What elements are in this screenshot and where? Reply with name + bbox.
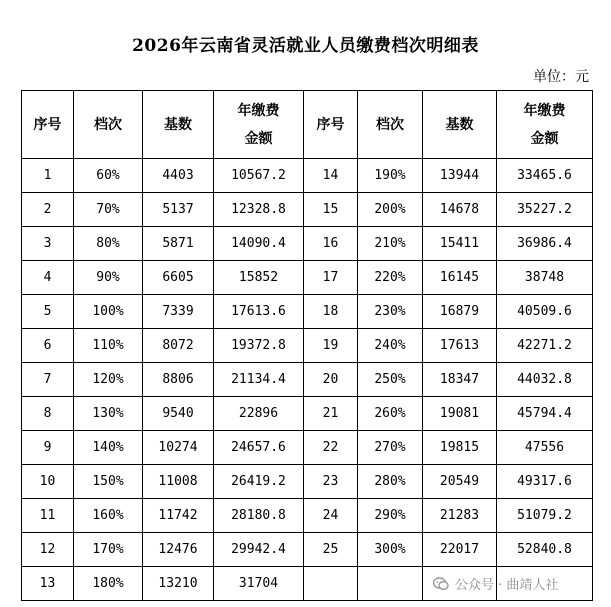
left-annual-amount-cell: 10567.2 xyxy=(214,159,304,193)
left-seq-cell: 12 xyxy=(22,533,74,567)
left-seq-cell: 4 xyxy=(22,261,74,295)
right-base-cell: 19081 xyxy=(423,397,497,431)
right-annual-amount-cell: 42271.2 xyxy=(497,329,593,363)
right-annual-amount-cell: 51079.2 xyxy=(497,499,593,533)
right-seq-cell: 14 xyxy=(304,159,358,193)
left-level-cell: 180% xyxy=(74,567,143,601)
left-annual-amount-cell: 29942.4 xyxy=(214,533,304,567)
right-seq-cell: 25 xyxy=(304,533,358,567)
left-base-cell: 4403 xyxy=(143,159,214,193)
right-base-cell: 19815 xyxy=(423,431,497,465)
right-seq-cell: 21 xyxy=(304,397,358,431)
left-level-cell: 70% xyxy=(74,193,143,227)
right-seq-cell: 18 xyxy=(304,295,358,329)
right-level-cell: 270% xyxy=(358,431,423,465)
table-row xyxy=(22,397,593,431)
watermark xyxy=(433,574,558,593)
table-row xyxy=(22,295,593,329)
left-base-cell: 9540 xyxy=(143,397,214,431)
left-seq-cell: 5 xyxy=(22,295,74,329)
right-seq-cell: 17 xyxy=(304,261,358,295)
left-base-cell: 8806 xyxy=(143,363,214,397)
left-base-cell: 7339 xyxy=(143,295,214,329)
left-annual-amount-cell: 19372.8 xyxy=(214,329,304,363)
left-annual-amount-cell: 26419.2 xyxy=(214,465,304,499)
right-level-cell: 280% xyxy=(358,465,423,499)
header-annual-line2: 金额 xyxy=(530,130,559,147)
table-row xyxy=(22,431,593,465)
left-base-cell: 11008 xyxy=(143,465,214,499)
right-level-cell: 250% xyxy=(358,363,423,397)
header-seq: 序号 xyxy=(22,91,74,159)
left-base-cell: 5137 xyxy=(143,193,214,227)
right-level-cell: 210% xyxy=(358,227,423,261)
right-seq-cell: 16 xyxy=(304,227,358,261)
right-level-cell: 200% xyxy=(358,193,423,227)
left-seq-cell: 1 xyxy=(22,159,74,193)
left-seq-cell: 8 xyxy=(22,397,74,431)
right-annual-amount-cell: 44032.8 xyxy=(497,363,593,397)
table-row xyxy=(22,499,593,533)
left-seq-cell: 3 xyxy=(22,227,74,261)
left-annual-amount-cell: 31704 xyxy=(214,567,304,601)
wechat-official-account-icon xyxy=(433,577,449,591)
table-row xyxy=(22,329,593,363)
right-base-cell: 18347 xyxy=(423,363,497,397)
table-row xyxy=(22,193,593,227)
left-seq-cell: 11 xyxy=(22,499,74,533)
right-base-cell: 21283 xyxy=(423,499,497,533)
header-level: 档次 xyxy=(74,91,143,159)
right-annual-amount-cell: 35227.2 xyxy=(497,193,593,227)
right-seq-cell: 24 xyxy=(304,499,358,533)
table-row xyxy=(22,227,593,261)
right-seq-cell: 23 xyxy=(304,465,358,499)
right-annual-amount-cell: 38748 xyxy=(497,261,593,295)
table-row xyxy=(22,159,593,193)
left-level-cell: 170% xyxy=(74,533,143,567)
left-level-cell: 100% xyxy=(74,295,143,329)
left-annual-amount-cell: 21134.4 xyxy=(214,363,304,397)
right-base-cell: 22017 xyxy=(423,533,497,567)
right-level-cell xyxy=(358,567,423,601)
right-annual-amount-cell: 36986.4 xyxy=(497,227,593,261)
right-base-cell: 15411 xyxy=(423,227,497,261)
right-base-cell: 20549 xyxy=(423,465,497,499)
right-base-cell: 16879 xyxy=(423,295,497,329)
unit-label: 单位：元 xyxy=(533,69,589,85)
left-level-cell: 160% xyxy=(74,499,143,533)
left-level-cell: 80% xyxy=(74,227,143,261)
left-annual-amount-cell: 28180.8 xyxy=(214,499,304,533)
left-base-cell: 8072 xyxy=(143,329,214,363)
table-header-row xyxy=(22,91,593,159)
right-level-cell: 260% xyxy=(358,397,423,431)
right-annual-amount-cell: 45794.4 xyxy=(497,397,593,431)
header-annual-amount xyxy=(214,91,304,159)
right-level-cell: 240% xyxy=(358,329,423,363)
header-annual-amount xyxy=(497,91,593,159)
right-annual-amount-cell: 40509.6 xyxy=(497,295,593,329)
right-base-cell: 13944 xyxy=(423,159,497,193)
right-base-cell: 17613 xyxy=(423,329,497,363)
left-annual-amount-cell: 14090.4 xyxy=(214,227,304,261)
right-annual-amount-cell: 52840.8 xyxy=(497,533,593,567)
left-base-cell: 13210 xyxy=(143,567,214,601)
right-seq-cell xyxy=(304,567,358,601)
left-base-cell: 6605 xyxy=(143,261,214,295)
page-title: 2026年云南省灵活就业人员缴费档次明细表 xyxy=(132,36,479,56)
right-annual-amount-cell: 33465.6 xyxy=(497,159,593,193)
watermark-text: 公众号 · 曲靖人社 xyxy=(455,578,559,593)
header-base: 基数 xyxy=(423,91,497,159)
header-base: 基数 xyxy=(143,91,214,159)
right-level-cell: 300% xyxy=(358,533,423,567)
right-level-cell: 220% xyxy=(358,261,423,295)
left-level-cell: 140% xyxy=(74,431,143,465)
left-annual-amount-cell: 17613.6 xyxy=(214,295,304,329)
left-level-cell: 90% xyxy=(74,261,143,295)
right-level-cell: 230% xyxy=(358,295,423,329)
table-row xyxy=(22,363,593,397)
right-seq-cell: 20 xyxy=(304,363,358,397)
right-base-cell: 16145 xyxy=(423,261,497,295)
right-level-cell: 190% xyxy=(358,159,423,193)
left-seq-cell: 13 xyxy=(22,567,74,601)
left-seq-cell: 9 xyxy=(22,431,74,465)
header-annual-line2: 金额 xyxy=(244,130,273,147)
payment-level-table xyxy=(21,90,593,601)
table-row xyxy=(22,465,593,499)
right-seq-cell: 19 xyxy=(304,329,358,363)
left-level-cell: 150% xyxy=(74,465,143,499)
right-level-cell: 290% xyxy=(358,499,423,533)
header-level: 档次 xyxy=(358,91,423,159)
left-annual-amount-cell: 22896 xyxy=(214,397,304,431)
right-seq-cell: 15 xyxy=(304,193,358,227)
left-base-cell: 10274 xyxy=(143,431,214,465)
left-seq-cell: 10 xyxy=(22,465,74,499)
right-annual-amount-cell: 47556 xyxy=(497,431,593,465)
table-row xyxy=(22,261,593,295)
right-base-cell: 14678 xyxy=(423,193,497,227)
left-annual-amount-cell: 24657.6 xyxy=(214,431,304,465)
left-base-cell: 12476 xyxy=(143,533,214,567)
left-level-cell: 60% xyxy=(74,159,143,193)
header-annual-line1: 年缴费 xyxy=(237,102,280,119)
left-seq-cell: 6 xyxy=(22,329,74,363)
left-level-cell: 110% xyxy=(74,329,143,363)
right-seq-cell: 22 xyxy=(304,431,358,465)
left-seq-cell: 2 xyxy=(22,193,74,227)
left-seq-cell: 7 xyxy=(22,363,74,397)
right-annual-amount-cell: 49317.6 xyxy=(497,465,593,499)
header-seq: 序号 xyxy=(304,91,358,159)
left-level-cell: 130% xyxy=(74,397,143,431)
left-base-cell: 11742 xyxy=(143,499,214,533)
left-base-cell: 5871 xyxy=(143,227,214,261)
header-annual-line1: 年缴费 xyxy=(523,102,566,119)
left-level-cell: 120% xyxy=(74,363,143,397)
left-annual-amount-cell: 15852 xyxy=(214,261,304,295)
table-row xyxy=(22,533,593,567)
left-annual-amount-cell: 12328.8 xyxy=(214,193,304,227)
